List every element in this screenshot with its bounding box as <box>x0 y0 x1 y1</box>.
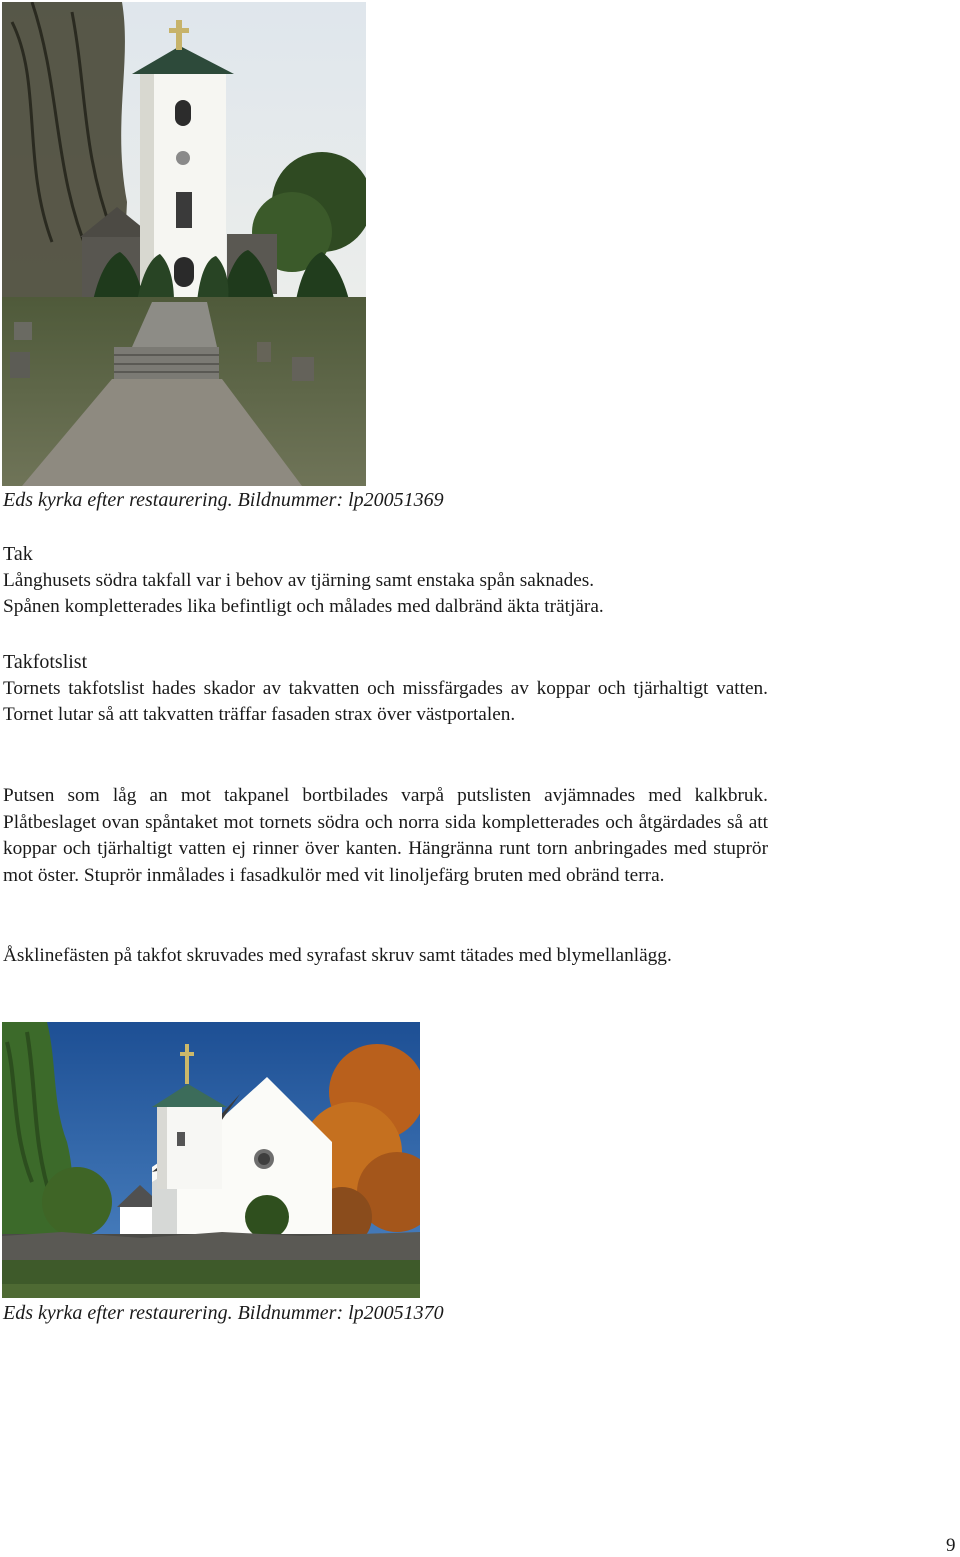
section-takfotslist <box>3 649 768 729</box>
photo-caption-1: Eds kyrka efter restaurering. Bildnummer: lp20051369 <box>3 489 444 511</box>
church-tower-photo <box>2 2 366 486</box>
section-text-tak-line-1: Långhusets södra takfall var i behov av tjärning samt enstaka spån saknades. <box>3 569 595 591</box>
section-text-tak-line-2: Spånen kompletterades lika befintligt och målades med dalbränd äkta trätjära. <box>3 596 604 617</box>
church-exterior-image <box>2 1022 420 1298</box>
section-tak <box>3 541 768 621</box>
section-text-putsen: Putsen som låg an mot takpanel bortbilades varpå putslisten avjämnades med kalkbruk. Plåtbeslaget ovan spåntaket mot tornets södra och norra sida kompletterades och åtgärdades så att koppar och tjärhaltigt vatten ej rinner över kanten. Hängränna runt torn anbringades med stuprör mot öster. Stuprör inmålades i fasadkulör med vit linoljefärg bruten med obränd terra. <box>3 785 768 886</box>
section-heading-tak: Tak <box>3 543 33 565</box>
section-text-asklinefasten: Åsklinefästen på takfot skruvades med syrafast skruv samt tätades med blymellanlägg. <box>3 945 672 966</box>
section-putsen <box>3 783 768 889</box>
section-heading-takfotslist: Takfotslist <box>3 651 88 673</box>
church-exterior-photo <box>2 1022 420 1298</box>
photo-caption-2: Eds kyrka efter restaurering. Bildnummer: lp20051370 <box>3 1302 444 1324</box>
section-asklinefasten <box>3 943 768 970</box>
church-tower-image <box>2 2 366 486</box>
section-text-takfotslist: Tornets takfotslist hades skador av takvatten och missfärgades av koppar och tjärhaltigt vatten. Tornet lutar så att takvatten träffar fasaden strax över västportalen. <box>3 677 768 725</box>
page-number: 9 <box>946 1535 956 1556</box>
